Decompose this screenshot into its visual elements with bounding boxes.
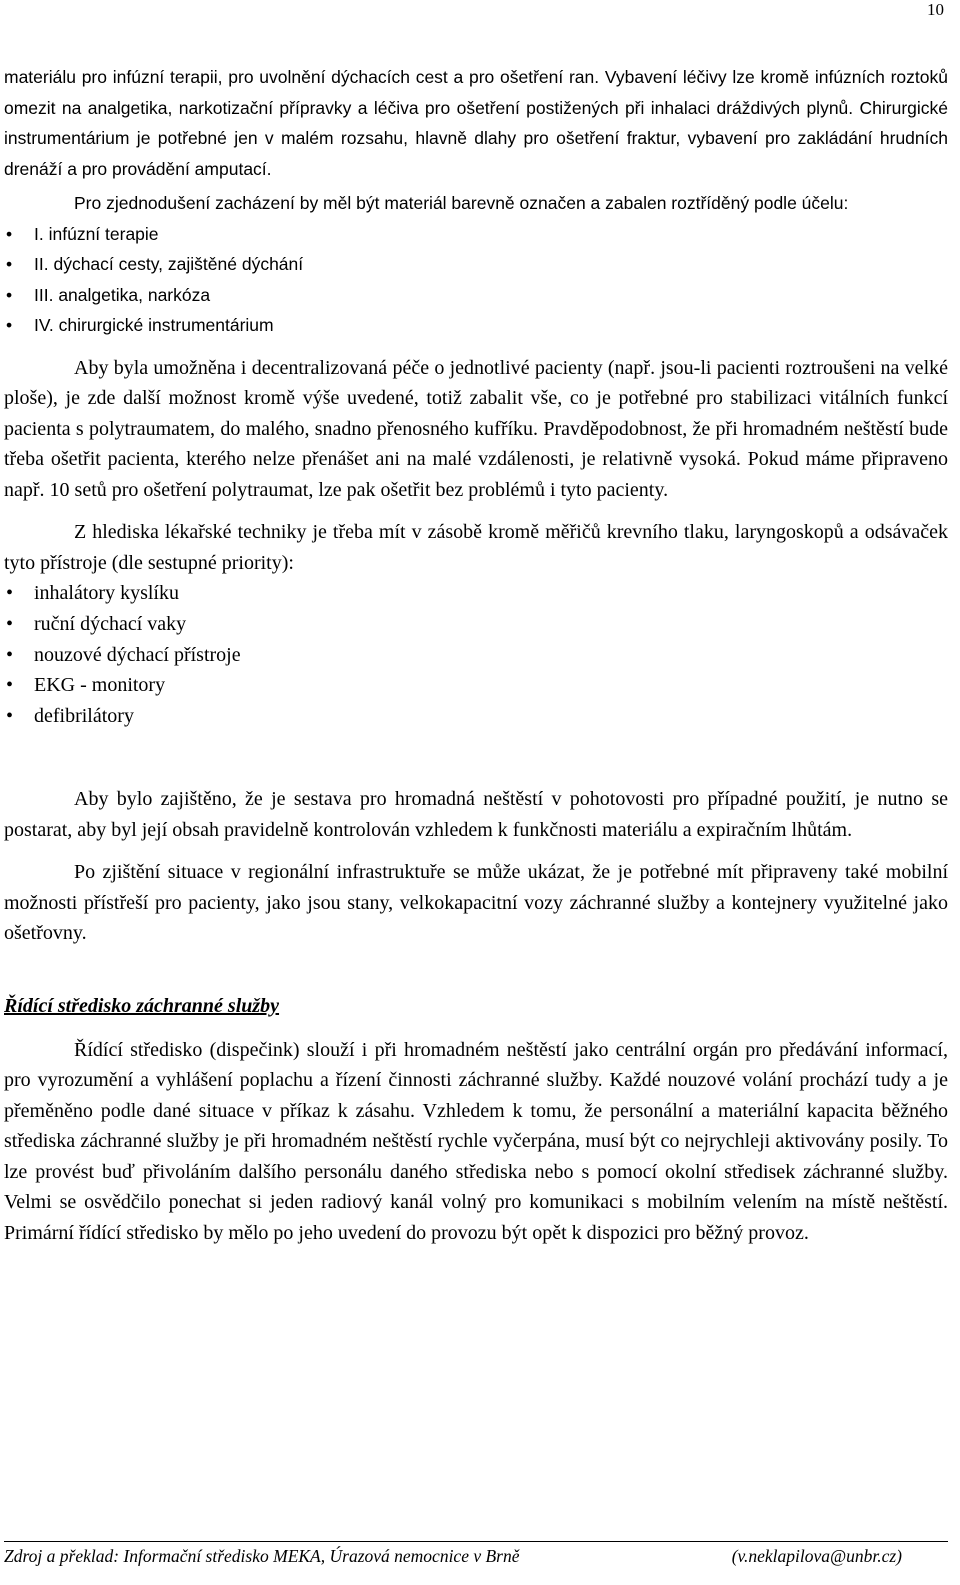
list-item-label: ruční dýchací vaky	[34, 613, 187, 636]
bullet-icon: •	[6, 254, 13, 275]
category-list	[4, 219, 948, 341]
list-item-number: II.	[34, 254, 49, 275]
list-item	[4, 640, 948, 671]
list-item-label: nouzové dýchací přístroje	[34, 643, 241, 666]
list-item-number: I.	[34, 223, 44, 244]
bullet-icon: •	[6, 582, 14, 605]
bullet-icon: •	[6, 223, 13, 244]
bullet-icon: •	[6, 643, 14, 666]
paragraph-1: materiálu pro infúzní terapii, pro uvolnění dýchacích cest a pro ošetření ran. Vybavení léčivy lze kromě infúzních roztoků omezit na analgetika, narkotizační přípravky a léčiva pro ošetření postižených při inhalaci dráždivých plynů. Chirurgické instrumentárium je potřebné jen v malém rozsahu, hlavně dlahy pro ošetření fraktur, vybavení pro zakládání hrudních drenáží a pro provádění amputací.	[4, 67, 948, 179]
list-item-number: IV.	[34, 315, 54, 336]
list-item-label: infúzní terapie	[48, 223, 159, 244]
footer	[4, 1546, 902, 1567]
paragraph-6: Po zjištění situace v regionální infrastruktuře se může ukázat, že je potřebné mít připraveny také mobilní možnosti přístřeší pro pacienty, jako jsou stany, velkokapacitní vozy záchranné služby a kontejnery využitelné jako ošetřovny.	[4, 861, 948, 945]
list-item	[4, 578, 948, 609]
list-item-label: EKG - monitory	[34, 674, 166, 697]
list-item-label: dýchací cesty, zajištěné dýchání	[53, 254, 304, 275]
footer-source: Zdroj a překlad: Informační středisko MEKA, Úrazová nemocnice v Brně	[4, 1546, 520, 1566]
bullet-icon: •	[6, 613, 14, 636]
bullet-icon: •	[6, 284, 13, 305]
page-number: 10	[927, 0, 944, 19]
bullet-icon: •	[6, 674, 14, 697]
paragraph-7: Řídící středisko (dispečink) slouží i při hromadném neštěstí jako centrální orgán pro předávání informací, pro vyrozumění a vyhlášení poplachu a řízení činnosti záchranné služby. Každé nouzové volání prochází tudy a je přeměněno podle dané situace v příkaz k zásahu. Vzhledem k tomu, že personální a materiální kapacita běžného střediska záchranné služby je při hromadném neštěstí rychle vyčerpána, musí být co nejrychleji aktivovány posily. To lze provést buď přivoláním dalšího personálu daného střediska nebo s pomocí okolní středisek záchranné služby. Velmi se osvědčilo ponechat si jeden radiový kanál volný pro komunikaci s mobilním velením na místě neštěstí. Primární řídící středisko by mělo po jeho uvedení do provozu být opět k dispozici pro běžný provoz.	[4, 1038, 948, 1244]
list-item	[4, 609, 948, 640]
paragraph-3: Aby byla umožněna i decentralizovaná péče o jednotlivé pacienty (např. jsou-li pacienti roztroušeni na velké ploše), je zde další možnost kromě výše uvedené, totiž zabalit vše, co je potřebné pro stabilizaci vitálních funkcí pacienta s polytraumatem, do malého, snadno přenosného kufříku. Pravděpodobnost, že při hromadném neštěstí bude třeba ošetřit pacienta, kterého nelze přenášet ani na malé vzdálenosti, je relativně vysoká. Pokud máme připraveno např. 10 setů pro ošetření polytraumat, lze pak ošetřit bez problémů i tyto pacienty.	[4, 356, 948, 501]
paragraph-5: Aby bylo zajištěno, že je sestava pro hromadná neštěstí v pohotovosti pro případné použití, je nutno se postarat, aby byl její obsah pravidelně kontrolován vzhledem k funkčnosti materiálu a expiračním lhůtám.	[4, 788, 948, 841]
bullet-icon: •	[6, 704, 14, 727]
document-body	[4, 62, 948, 1248]
list-item	[4, 310, 948, 341]
list-item-number: III.	[34, 284, 54, 305]
list-item	[4, 219, 948, 250]
footer-email-link[interactable]: (v.neklapilova@unbr.cz)	[731, 1546, 902, 1566]
list-item-label: inhalátory kyslíku	[34, 582, 179, 605]
list-item	[4, 280, 948, 311]
paragraph-4: Z hlediska lékařské techniky je třeba mít v zásobě kromě měřičů krevního tlaku, laryngoskopů a odsávaček tyto přístroje (dle sestupné priority):	[4, 521, 948, 574]
list-item	[4, 670, 948, 701]
bullet-icon: •	[6, 315, 13, 336]
list-item-label: analgetika, narkóza	[58, 284, 211, 305]
list-item-label: chirurgické instrumentárium	[58, 315, 274, 336]
footer-divider	[4, 1541, 948, 1542]
section-heading: Řídící středisko záchranné služby	[4, 994, 280, 1017]
list-item	[4, 249, 948, 280]
list-item	[4, 701, 948, 732]
list-item-label: defibrilátory	[34, 704, 134, 727]
paragraph-2: Pro zjednodušení zacházení by měl být materiál barevně označen a zabalen roztříděný podle účelu:	[74, 193, 849, 214]
device-list	[4, 578, 948, 731]
